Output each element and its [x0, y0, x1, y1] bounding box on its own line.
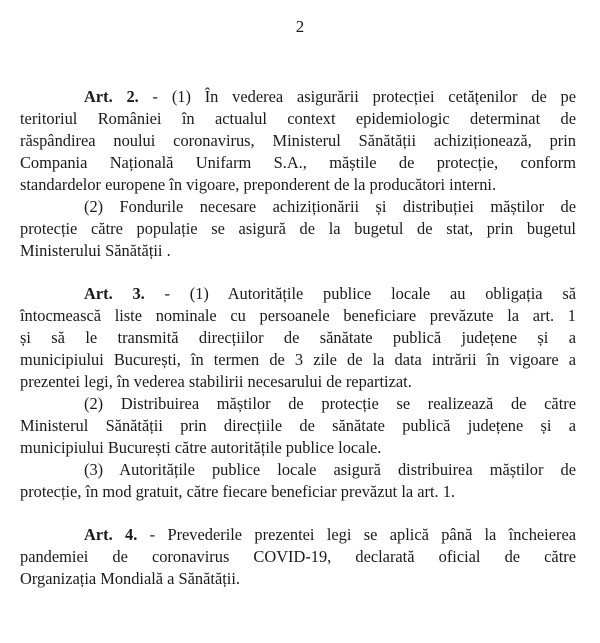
article-2-line-1: [20, 86, 576, 108]
article-3-line-5: prezentei legi, în vederea stabilirii necesarului de repartizat.: [20, 372, 412, 391]
article-3-line-1: [20, 283, 576, 305]
article-2-line-4: Compania Națională Unifarm S.A., măștile de protecție, conform: [20, 153, 576, 172]
article-3-line-10: protecție, în mod gratuit, către fiecare beneficiar prevăzut la art. 1.: [20, 482, 456, 501]
article-3-label: Art. 3.: [84, 284, 145, 303]
article-2-line-5: standardelor europene în vigoare, preponderent de la producători interni.: [20, 175, 497, 194]
article-4-line-3: Organizația Mondială a Sănătății.: [20, 569, 240, 588]
article-3-line-4: municipiului București, în termen de 3 zile de la data intrării în vigoare a: [20, 350, 576, 369]
article-4-label: Art. 4.: [84, 525, 138, 544]
article-2-line-3: răspândirea noului coronavirus, Ministerul Sănătății achiziționează, prin: [20, 131, 576, 150]
article-3-line-2: întocmească liste nominale cu persoanele beneficiare prevăzute la art. 1: [20, 306, 576, 325]
article-2-text-1: - (1) În vederea asigurării protecției cetățenilor de pe: [138, 87, 576, 106]
article-3-line-9: (3) Autoritățile publice locale asigură distribuirea măștilor de: [84, 460, 576, 479]
article-3-line-3: și să le transmită direcțiilor de sănătate publică județene și a: [20, 328, 576, 347]
article-4-text-1: - Prevederile prezentei legi se aplică până la încheierea: [137, 525, 577, 544]
article-2-line-7: protecție către populație se asigură de la bugetul de stat, prin bugetul: [20, 219, 576, 238]
article-3-text-1: - (1) Autoritățile publice locale au obligația să: [144, 284, 576, 303]
article-2-label: Art. 2.: [84, 87, 139, 106]
page-number: 2: [295, 17, 305, 36]
article-4-line-1: [20, 524, 576, 546]
article-3-line-8: municipiului București către autoritățile publice locale.: [20, 438, 382, 457]
article-2-line-2: teritoriul României în actualul context epidemiologic determinat de: [20, 109, 576, 128]
article-2-line-6: (2) Fondurile necesare achiziționării și distribuției măștilor de: [84, 197, 576, 216]
article-4-line-2: pandemiei de coronavirus COVID-19, declarată oficial de către: [20, 547, 576, 566]
article-3-line-6: (2) Distribuirea măștilor de protecție se realizează de către: [84, 394, 576, 413]
article-3-line-7: Ministerul Sănătății prin direcțiile de sănătate publică județene și a: [20, 416, 576, 435]
article-2-line-8: Ministerului Sănătății .: [20, 241, 171, 260]
